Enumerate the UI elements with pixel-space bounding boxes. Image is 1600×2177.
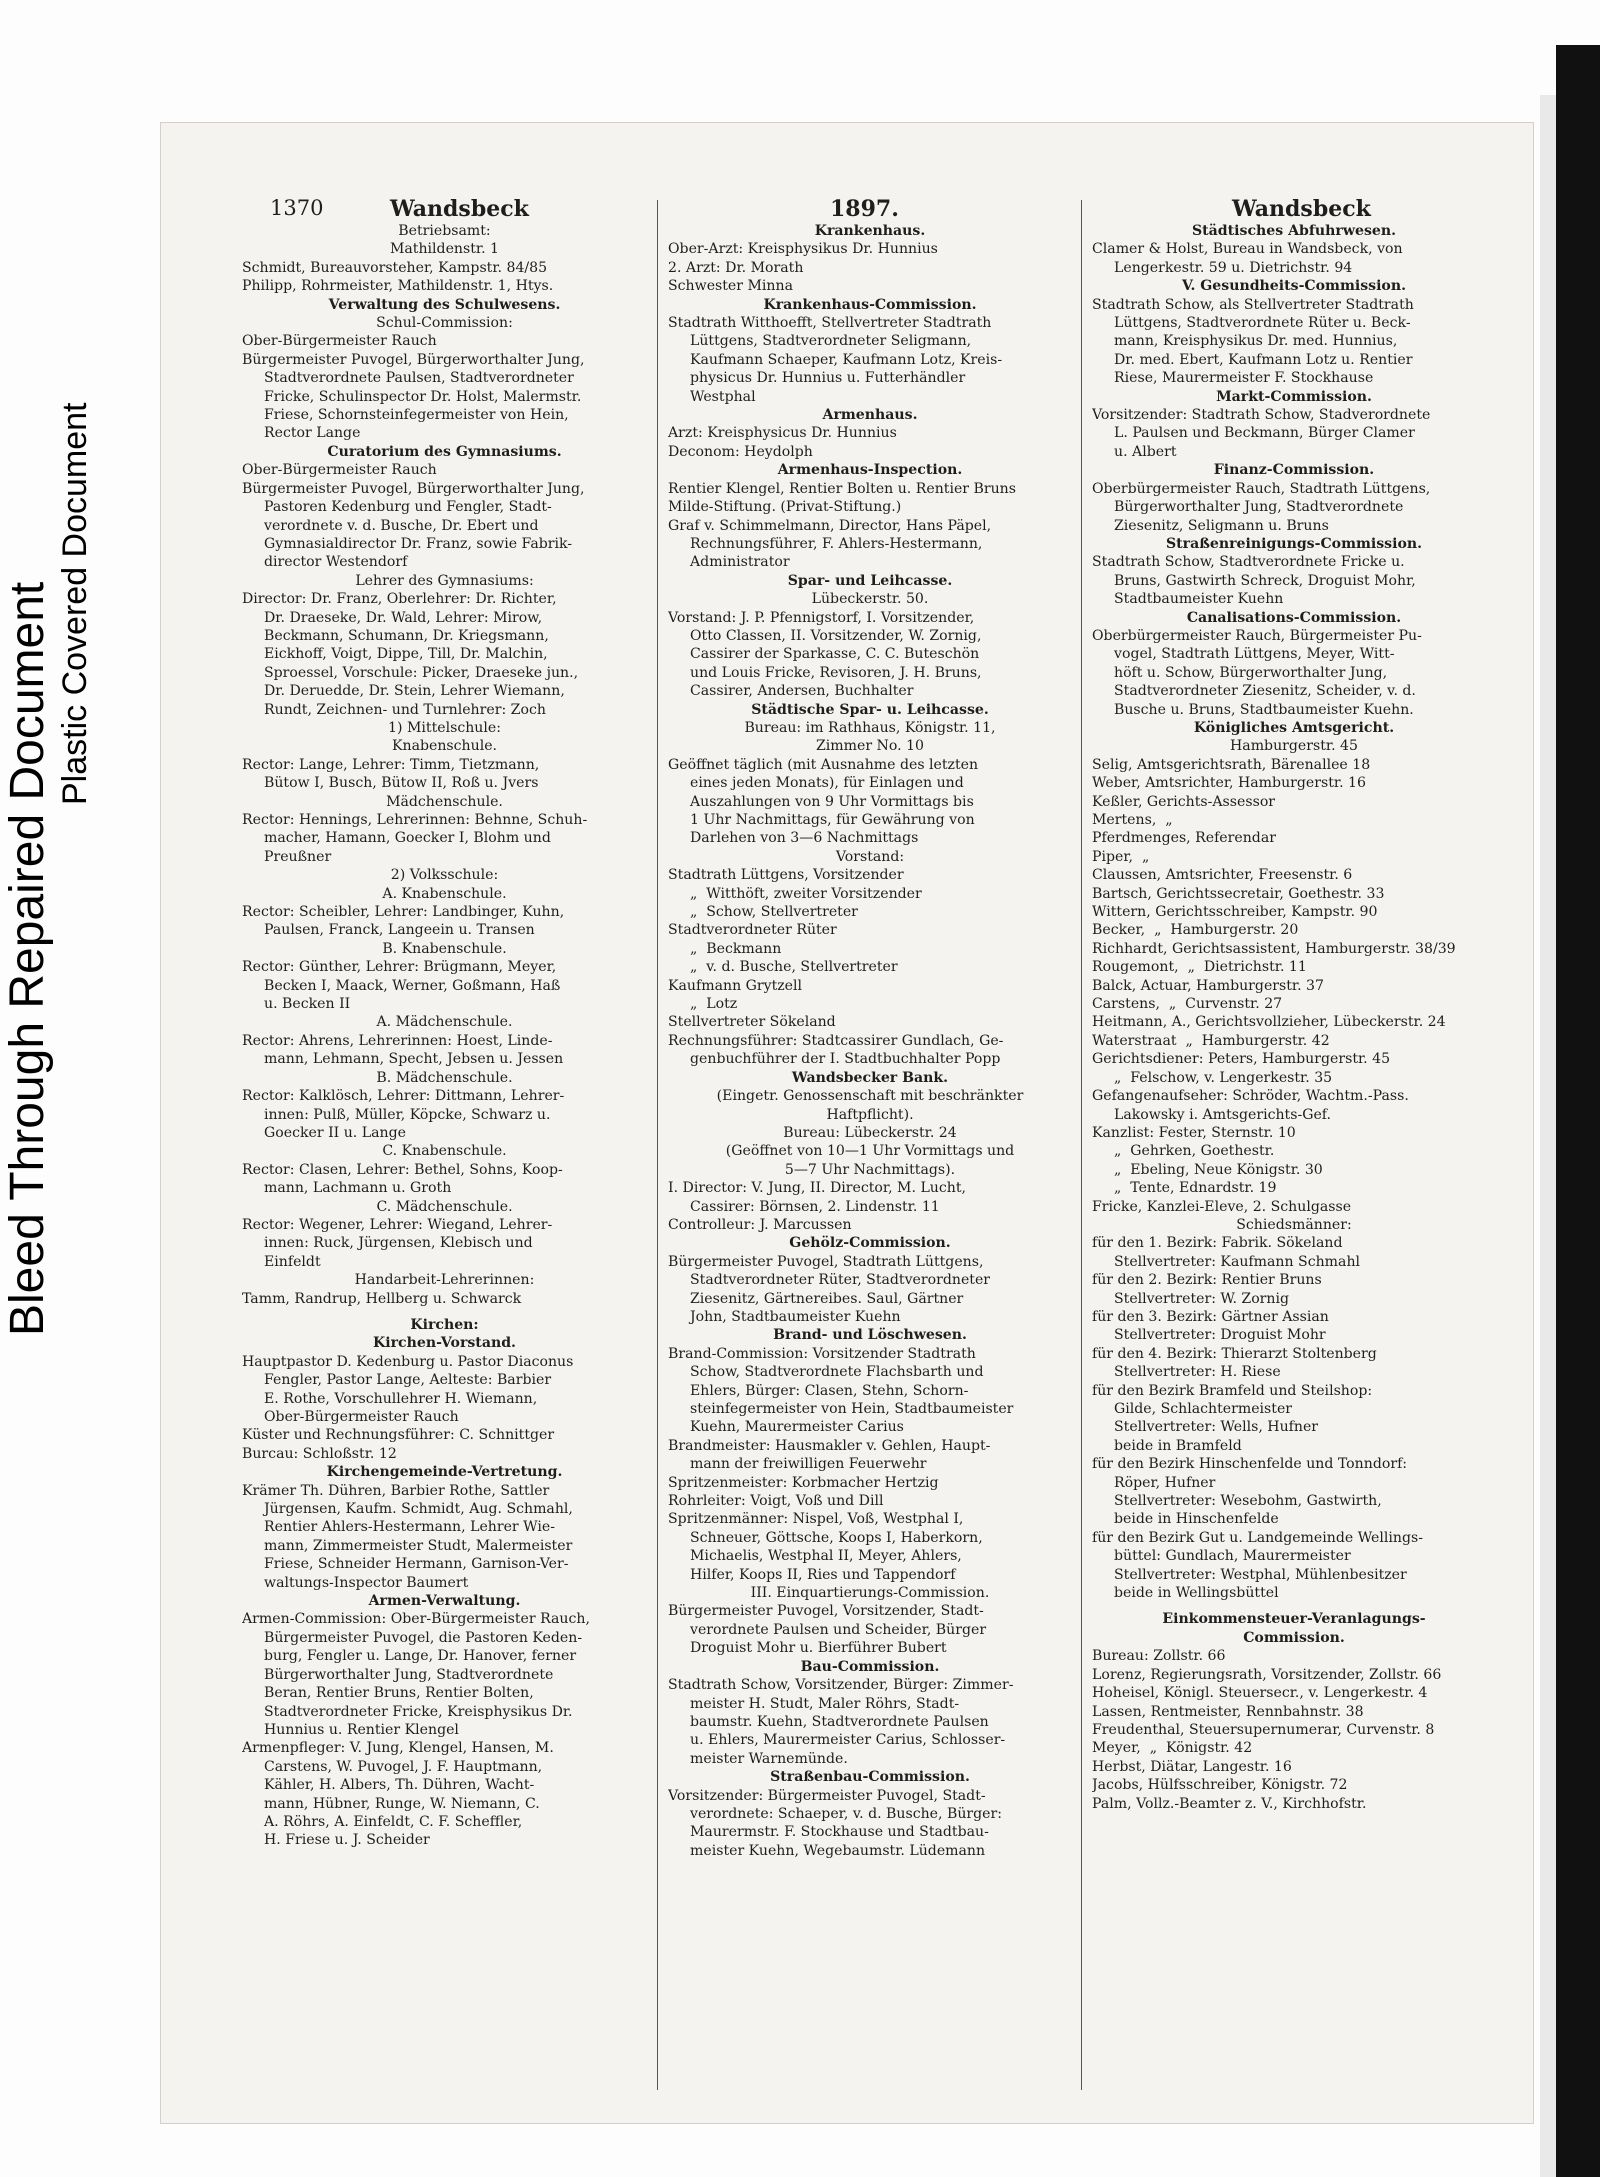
text-line: Schul-Commission: [376, 315, 513, 332]
text-line: Fengler, Pastor Lange, Aelteste: Barbier [264, 1372, 552, 1389]
text-line: Keßler, Gerichts-Assessor [1092, 793, 1276, 810]
text-line: Haftpflicht). [826, 1106, 914, 1123]
section-heading: Curatorium des Gymnasiums. [327, 443, 562, 460]
text-line: Krämer Th. Dühren, Barbier Rothe, Sattler [242, 1482, 550, 1499]
text-line: mann, Zimmermeister Studt, Malermeister [264, 1537, 573, 1554]
text-line: Schwester Minna [668, 278, 793, 295]
text-line: Friese, Schneider Hermann, Garnison-Ver- [264, 1556, 569, 1573]
text-line: A. Mädchenschule. [376, 1014, 513, 1031]
text-line: Gefangenaufseher: Schröder, Wachtm.-Pass. [1092, 1088, 1409, 1105]
text-line: Deconom: Heydolph [668, 443, 813, 460]
text-line: Wittern, Gerichtsschreiber, Kampstr. 90 [1092, 904, 1378, 921]
text-line: Jürgensen, Kaufm. Schmidt, Aug. Schmahl, [264, 1501, 573, 1518]
section-heading: Markt-Commission. [1216, 388, 1372, 405]
section-heading: Armenhaus-Inspection. [777, 462, 963, 479]
text-line: Bureau: im Rathhaus, Königstr. 11, [744, 719, 996, 736]
text-line: Ehlers, Bürger: Clasen, Stehn, Schorn- [690, 1382, 969, 1399]
text-line: macher, Hamann, Goecker I, Blohm und [264, 830, 551, 847]
text-line: Vorstand: [835, 848, 905, 865]
text-line: Lengerkestr. 59 u. Dietrichstr. 94 [1114, 259, 1353, 276]
text-line: Hamburgerstr. 45 [1230, 738, 1358, 755]
text-line: verordnete: Schaeper, v. d. Busche, Bürger: [690, 1805, 1003, 1822]
text-line: Rector: Kalklösch, Lehrer: Dittmann, Lehrer- [242, 1088, 565, 1105]
text-line: Goecker II u. Lange [264, 1124, 406, 1141]
text-line: Philipp, Rohrmeister, Mathildenstr. 1, Htys. [242, 278, 554, 295]
text-line: Gilde, Schlachtermeister [1114, 1401, 1293, 1417]
text-line: für den 4. Bezirk: Thierarzt Stoltenberg [1092, 1345, 1377, 1362]
spacer [1092, 1602, 1496, 1610]
text-line: physicus Dr. Hunnius u. Futterhändler [690, 370, 966, 387]
text-line: für den 3. Bezirk: Gärtner Assian [1092, 1308, 1329, 1325]
text-line: Carstens, W. Puvogel, J. F. Hauptmann, [264, 1758, 543, 1775]
text-line: H. Friese u. J. Scheider [264, 1832, 430, 1849]
text-line: eines jeden Monats), für Einlagen und [690, 775, 964, 792]
text-line: Schow, Stadtverordnete Flachsbarth und [690, 1364, 984, 1381]
text-line: beide in Hinschenfelde [1114, 1511, 1279, 1528]
text-line: Stadtverordneter Rüter [668, 922, 837, 939]
section-heading: Kirchen: [410, 1316, 479, 1333]
text-line: Stadtrath Witthoefft, Stellvertreter Stadtrath [668, 315, 992, 332]
text-line: Rector: Clasen, Lehrer: Bethel, Sohns, Koop- [242, 1161, 563, 1178]
text-line: Hilfer, Koops II, Ries und Tappendorf [690, 1566, 956, 1583]
text-line: Bürgerworthalter Jung, Stadtverordnete [264, 1666, 554, 1683]
text-line: Stellvertreter: W. Zornig [1114, 1290, 1290, 1307]
text-line: Graf v. Schimmelmann, Director, Hans Päpel, [668, 517, 992, 534]
text-line: für den Bezirk Bramfeld und Steilshop: [1092, 1382, 1373, 1399]
text-line: Armenpfleger: V. Jung, Klengel, Hansen, M. [242, 1740, 554, 1757]
text-line: Selig, Amtsgerichtsrath, Bärenallee 18 [1092, 756, 1371, 773]
text-line: Brandmeister: Hausmakler v. Gehlen, Haupt- [668, 1437, 991, 1454]
text-line: meister Kuehn, Wegebaumstr. Lüdemann [690, 1842, 986, 1859]
text-line: Rechnungsführer: Stadtcassirer Gundlach, Ge- [668, 1032, 1004, 1049]
text-line: Tamm, Randrup, Hellberg u. Schwarck [242, 1290, 522, 1307]
cover-label: Plastic Covered Document [56, 402, 94, 805]
text-line: Rentier Klengel, Rentier Bolten u. Rentier Bruns [668, 480, 1016, 497]
text-line: meister Warnemünde. [690, 1750, 848, 1767]
text-line: Armen-Commission: Ober-Bürgermeister Rauch, [242, 1611, 590, 1628]
text-line: „ Lotz [690, 996, 738, 1013]
text-line: Fricke, Kanzlei-Eleve, 2. Schulgasse [1092, 1198, 1352, 1215]
text-line: Ober-Arzt: Kreisphysikus Dr. Hunnius [668, 241, 938, 258]
text-line: Cassirer der Sparkasse, C. C. Buteschön [690, 646, 980, 663]
text-line: innen: Pulß, Müller, Köpcke, Schwarz u. [264, 1106, 551, 1123]
text-line: „ Felschow, v. Lengerkestr. 35 [1114, 1069, 1333, 1086]
text-line: Bürgermeister Puvogel, Bürgerworthalter Jung, [242, 351, 585, 368]
text-line: A. Knabenschule. [382, 885, 507, 902]
running-head-right: Wandsbeck [1232, 196, 1371, 222]
text-line: Ober-Bürgermeister Rauch [264, 1409, 459, 1425]
text-line: Schiedsmänner: [1236, 1216, 1352, 1233]
text-line: büttel: Gundlach, Maurermeister [1114, 1548, 1351, 1565]
spacer [242, 1308, 647, 1316]
text-line: 1 Uhr Nachmittags, für Gewährung von [690, 812, 975, 828]
text-line: für den Bezirk Hinschenfelde und Tonndorf: [1092, 1456, 1408, 1473]
section-heading: Commission. [1243, 1629, 1345, 1646]
section-heading: Kirchengemeinde-Vertretung. [326, 1464, 563, 1481]
text-line: Mathildenstr. 1 [389, 241, 500, 258]
text-line: Preußner [264, 848, 332, 865]
text-line: Bürgermeister Puvogel, Stadtrath Lüttgens, [668, 1253, 984, 1270]
text-line: 5—7 Uhr Nachmittags). [784, 1161, 956, 1178]
text-line: Bureau: Zollstr. 66 [1092, 1648, 1226, 1665]
text-line: Bruns, Gastwirth Schreck, Droguist Mohr, [1114, 572, 1416, 589]
text-line: Dr. Deruedde, Dr. Stein, Lehrer Wiemann, [264, 683, 565, 700]
text-line: Meyer, „ Königstr. 42 [1092, 1740, 1253, 1757]
text-line: Stadtverordneter Ziesenitz, Scheider, v. d. [1114, 683, 1416, 700]
text-line: Eickhoff, Voigt, Dippe, Till, Dr. Malchin, [264, 646, 548, 663]
section-heading: Einkommensteuer-Veranlagungs- [1162, 1611, 1426, 1628]
text-line: Cassirer, Andersen, Buchhalter [690, 683, 914, 700]
text-line: genbuchführer der I. Stadtbuchhalter Popp [690, 1051, 1001, 1068]
text-line: Milde-Stiftung. (Privat-Stiftung.) [668, 499, 902, 516]
text-line: Dr. med. Ebert, Kaufmann Lotz u. Rentier [1114, 351, 1413, 368]
text-line: Stadtverordneter Rüter, Stadtverordneter [690, 1272, 991, 1289]
text-line: „ Witthöft, zweiter Vorsitzender [690, 885, 922, 902]
text-line: Stadtrath Lüttgens, Vorsitzender [668, 867, 904, 884]
text-line: 1) Mittelschule: [388, 719, 501, 736]
text-line: Becker, „ Hamburgerstr. 20 [1092, 922, 1299, 939]
section-heading: Städtische Spar- u. Leihcasse. [751, 701, 989, 718]
text-line: für den 1. Bezirk: Fabrik. Sökeland [1092, 1235, 1343, 1252]
running-head-left: Wandsbeck [390, 196, 529, 222]
text-line: steinfegermeister von Hein, Stadtbaumeister [690, 1401, 1014, 1417]
text-line: Mädchenschule. [386, 793, 503, 810]
text-line: Spritzenmänner: Nispel, Voß, Westphal I, [668, 1511, 964, 1528]
section-heading: Armenhaus. [822, 407, 918, 424]
text-line: Stellvertreter: Westphal, Mühlenbesitzer [1114, 1566, 1407, 1583]
text-line: C. Knabenschule. [382, 1143, 507, 1160]
text-line: Rentier Ahlers-Hestermann, Lehrer Wie- [264, 1519, 556, 1536]
text-line: mann, Hübner, Runge, W. Niemann, C. [264, 1795, 540, 1812]
text-line: 2) Volksschule: [390, 867, 499, 884]
text-line: höft u. Schow, Bürgerworthalter Jung, [1114, 664, 1388, 681]
text-line: Bütow I, Busch, Bütow II, Roß u. Jvers [264, 775, 539, 792]
text-line: Paulsen, Franck, Langeein u. Transen [264, 922, 535, 939]
text-line: Bürgermeister Puvogel, Bürgerworthalter Jung, [242, 480, 585, 497]
text-line: Hauptpastor D. Kedenburg u. Pastor Diaconus [242, 1353, 574, 1370]
text-line: Becken I, Maack, Werner, Goßmann, Haß [264, 977, 561, 994]
text-line: Ziesenitz, Seligmann u. Bruns [1114, 517, 1329, 534]
text-line: Kaufmann Schaeper, Kaufmann Lotz, Kreis- [690, 351, 1003, 368]
text-line: Rohrleiter: Voigt, Voß und Dill [668, 1493, 884, 1510]
text-line: Oberbürgermeister Rauch, Stadtrath Lüttgens, [1092, 480, 1431, 497]
text-line: Ober-Bürgermeister Rauch [242, 462, 437, 479]
text-line: (Eingetr. Genossenschaft mit beschränkter [716, 1088, 1024, 1105]
text-line: Kanzlist: Fester, Sternstr. 10 [1092, 1124, 1296, 1141]
text-line: Lakowsky i. Amtsgerichts-Gef. [1114, 1106, 1332, 1123]
text-line: Beran, Rentier Bruns, Rentier Bolten, [264, 1685, 534, 1702]
text-line: Weber, Amtsrichter, Hamburgerstr. 16 [1092, 775, 1366, 792]
text-line: „ Beckmann [690, 940, 782, 957]
text-line: Rector: Günther, Lehrer: Brügmann, Meyer, [242, 959, 557, 976]
text-line: Bürgermeister Puvogel, die Pastoren Keden- [264, 1629, 583, 1646]
text-line: Einfeldt [264, 1253, 321, 1270]
text-line: Vorsitzender: Stadtrath Schow, Stadverordnete [1092, 407, 1431, 424]
text-line: Schmidt, Bureauvorsteher, Kampstr. 84/85 [242, 259, 548, 276]
text-line: B. Knabenschule. [382, 940, 507, 957]
text-line: I. Director: V. Jung, II. Director, M. Lucht, [668, 1180, 966, 1197]
text-line: Betriebsamt: [398, 223, 491, 239]
column-rule [1081, 200, 1082, 2090]
text-line: Director: Dr. Franz, Oberlehrer: Dr. Richter, [242, 591, 557, 608]
section-heading: Verwaltung des Schulwesens. [328, 296, 561, 313]
text-line: A. Röhrs, A. Einfeldt, C. F. Scheffler, [264, 1813, 523, 1830]
text-line: John, Stadtbaumeister Kuehn [690, 1308, 901, 1325]
text-line: Herbst, Diätar, Langestr. 16 [1092, 1758, 1292, 1775]
text-line: Freudenthal, Steuersupernumerar, Curvenstr. 8 [1092, 1721, 1435, 1738]
text-line: Heitmann, A., Gerichtsvollzieher, Lübeckerstr. 24 [1092, 1014, 1446, 1031]
text-line: Beckmann, Schumann, Dr. Kriegsmann, [264, 627, 549, 644]
text-line: III. Einquartierungs-Commission. [750, 1585, 990, 1602]
text-line: Gymnasialdirector Dr. Franz, sowie Fabrik- [264, 535, 573, 552]
text-line: u. Ehlers, Maurermeister Carius, Schlosser- [690, 1732, 1006, 1749]
text-line: (Geöffnet von 10—1 Uhr Vormittags und [725, 1143, 1015, 1160]
text-line: Rector: Wegener, Lehrer: Wiegand, Lehrer- [242, 1216, 553, 1233]
section-heading: Wandsbecker Bank. [791, 1069, 949, 1086]
text-line: baumstr. Kuehn, Stadtverordnete Paulsen [690, 1713, 989, 1730]
section-heading: Finanz-Commission. [1213, 462, 1375, 479]
column-middle [668, 222, 1072, 1860]
text-line: Geöffnet täglich (mit Ausnahme des letzten [668, 756, 979, 773]
running-head-year: 1897. [830, 196, 899, 222]
text-line: Rechnungsführer, F. Ahlers-Hestermann, [690, 535, 983, 552]
text-line: waltungs-Inspector Baumert [264, 1574, 469, 1591]
text-line: Otto Classen, II. Vorsitzender, W. Zornig, [690, 627, 982, 644]
text-line: Rector Lange [264, 425, 361, 442]
column-left [242, 222, 647, 1850]
text-line: für den Bezirk Gut u. Landgemeinde Wellings- [1092, 1529, 1423, 1546]
section-heading: Brand- und Löschwesen. [773, 1327, 967, 1344]
text-line: burg, Fengler u. Lange, Dr. Hanover, ferner [264, 1648, 577, 1665]
text-line: Lassen, Rentmeister, Rennbahnstr. 38 [1092, 1703, 1364, 1720]
text-line: mann der freiwilligen Feuerwehr [690, 1456, 927, 1473]
text-line: Hunnius u. Rentier Klengel [264, 1721, 459, 1738]
column-rule [657, 200, 658, 2090]
text-line: Mertens, „ [1092, 812, 1173, 828]
text-line: Controlleur: J. Marcussen [668, 1216, 852, 1233]
text-line: director Westendorf [264, 554, 408, 571]
text-line: Richhardt, Gerichtsassistent, Hamburgerstr. 38/39 [1092, 940, 1456, 957]
text-line: Lehrer des Gymnasiums: [355, 572, 534, 589]
text-line: Stadtverordnete Paulsen, Stadtverordneter [264, 370, 574, 387]
section-heading: Canalisations-Commission. [1186, 609, 1402, 626]
side-labels [0, 0, 150, 2177]
text-line: Riese, Maurermeister F. Stockhause [1114, 370, 1374, 387]
text-line: Rector: Scheibler, Lehrer: Landbinger, Kuhn, [242, 904, 565, 921]
text-line: Handarbeit-Lehrerinnen: [354, 1272, 535, 1289]
text-line: Arzt: Kreisphysicus Dr. Hunnius [668, 425, 897, 442]
text-line: u. Becken II [264, 996, 351, 1013]
text-line: verordnete v. d. Busche, Dr. Ebert und [264, 517, 539, 534]
section-heading: V. Gesundheits-Commission. [1181, 278, 1406, 295]
text-line: Kuehn, Maurermeister Carius [690, 1419, 904, 1436]
text-line: Carstens, „ Curvenstr. 27 [1092, 996, 1283, 1013]
section-heading: Straßenbau-Commission. [770, 1769, 970, 1786]
text-line: Waterstraat „ Hamburgerstr. 42 [1092, 1032, 1330, 1049]
text-line: Schneuer, Göttsche, Koops I, Haberkorn, [690, 1529, 983, 1546]
text-line: Rundt, Zeichnen- und Turnlehrer: Zoch [264, 701, 546, 718]
text-line: Oberbürgermeister Rauch, Bürgermeister Pu- [1092, 627, 1422, 644]
text-line: Lüttgens, Stadtverordnete Rüter u. Beck- [1114, 315, 1411, 332]
text-line: Pastoren Kedenburg und Fengler, Stadt- [264, 499, 552, 516]
text-line: Burcau: Schloßstr. 12 [242, 1445, 397, 1462]
section-heading: Gehölz-Commission. [789, 1235, 951, 1252]
text-line: „ Gehrken, Goethestr. [1114, 1143, 1275, 1160]
text-line: mann, Kreisphysikus Dr. med. Hunnius, [1114, 333, 1398, 350]
text-line: Zimmer No. 10 [815, 738, 925, 755]
text-line: Balck, Actuar, Hamburgerstr. 37 [1092, 977, 1324, 994]
section-heading: Städtisches Abfuhrwesen. [1191, 223, 1397, 239]
section-heading: Krankenhaus. [814, 223, 926, 239]
text-line: „ Tente, Ednardstr. 19 [1114, 1180, 1277, 1197]
text-line: Rector: Lange, Lehrer: Timm, Tietzmann, [242, 756, 540, 773]
text-line: Bartsch, Gerichtssecretair, Goethestr. 33 [1092, 885, 1385, 902]
text-line: Stadtbaumeister Kuehn [1114, 591, 1284, 608]
text-line: Rougemont, „ Dietrichstr. 11 [1092, 959, 1307, 976]
text-line: C. Mädchenschule. [376, 1198, 513, 1215]
text-line: Bureau: Lübeckerstr. 24 [783, 1124, 957, 1141]
text-line: Knabenschule. [391, 738, 498, 755]
text-line: Jacobs, Hülfsschreiber, Königstr. 72 [1092, 1777, 1348, 1794]
text-line: Pferdmenges, Referendar [1092, 830, 1276, 847]
text-line: Stellvertreter: Droguist Mohr [1114, 1327, 1326, 1344]
text-line: Spritzenmeister: Korbmacher Hertzig [668, 1474, 939, 1491]
section-heading: Spar- und Leihcasse. [787, 572, 953, 589]
text-line: Administrator [690, 554, 790, 571]
text-line: Stadtrath Schow, Vorsitzender, Bürger: Zimmer- [668, 1677, 1014, 1694]
text-line: Kähler, H. Albers, Th. Dühren, Wacht- [264, 1777, 535, 1794]
text-line: für den 2. Bezirk: Rentier Bruns [1092, 1272, 1322, 1289]
text-line: Sproessel, Vorschule: Picker, Draeseke jun., [264, 664, 579, 681]
text-line: Michaelis, Westphal II, Meyer, Ahlers, [690, 1548, 962, 1565]
text-line: Bürgerworthalter Jung, Stadtverordnete [1114, 499, 1404, 516]
text-line: Ziesenitz, Gärtnereibes. Saul, Gärtner [690, 1290, 964, 1307]
text-line: Gerichtsdiener: Peters, Hamburgerstr. 45 [1092, 1051, 1391, 1068]
page-number: 1370 [270, 196, 324, 220]
text-line: Piper, „ [1092, 848, 1150, 865]
column-right [1092, 222, 1496, 1813]
text-line: Stadtrath Schow, Stadtverordnete Fricke u. [1092, 554, 1405, 571]
section-heading: Armen-Verwaltung. [368, 1593, 521, 1610]
text-line: mann, Lachmann u. Groth [264, 1180, 452, 1197]
text-line: Bürgermeister Puvogel, Vorsitzender, Stadt- [668, 1603, 984, 1620]
page-edge-gap [1540, 95, 1556, 2177]
text-line: Auszahlungen von 9 Uhr Vormittags bis [690, 793, 974, 810]
text-line: Droguist Mohr u. Bierführer Bubert [690, 1640, 947, 1657]
text-line: vogel, Stadtrath Lüttgens, Meyer, Witt- [1114, 646, 1395, 663]
text-line: u. Albert [1114, 443, 1177, 460]
text-line: Vorstand: J. P. Pfennigstorf, I. Vorsitzender, [668, 609, 975, 626]
text-line: mann, Lehmann, Specht, Jebsen u. Jessen [264, 1051, 564, 1068]
text-line: Lüttgens, Stadtverordneter Seligmann, [690, 333, 972, 350]
text-line: Dr. Draeseke, Dr. Wald, Lehrer: Mirow, [264, 609, 543, 626]
text-line: Lübeckerstr. 50. [811, 591, 929, 608]
text-line: 2. Arzt: Dr. Morath [668, 259, 804, 276]
text-line: „ v. d. Busche, Stellvertreter [690, 959, 898, 976]
text-line: Rector: Ahrens, Lehrerinnen: Hoest, Linde- [242, 1032, 553, 1049]
text-line: Stellvertreter Sökeland [668, 1014, 836, 1031]
text-line: Westphal [690, 388, 756, 405]
text-line: Palm, Vollz.-Beamter z. V., Kirchhofstr. [1092, 1795, 1367, 1812]
text-line: Rector: Hennings, Lehrerinnen: Behnne, Schuh- [242, 812, 588, 828]
text-line: Clamer & Holst, Bureau in Wandsbeck, von [1092, 241, 1403, 258]
text-line: Friese, Schornsteinfegermeister von Hein, [264, 407, 569, 424]
text-line: Küster und Rechnungsführer: C. Schnittger [242, 1427, 555, 1444]
text-line: Stadtrath Schow, als Stellvertreter Stadtrath [1092, 296, 1414, 313]
text-line: innen: Ruck, Jürgensen, Klebisch und [264, 1235, 533, 1252]
text-line: Darlehen von 3—6 Nachmittags [690, 830, 919, 847]
text-line: verordnete Paulsen und Scheider, Bürger [690, 1621, 987, 1638]
section-heading: Königliches Amtsgericht. [1193, 719, 1395, 736]
section-heading: Straßenreinigungs-Commission. [1165, 535, 1423, 552]
text-line: Ober-Bürgermeister Rauch [242, 333, 437, 350]
text-line: B. Mädchenschule. [376, 1069, 513, 1086]
dark-scan-edge [1556, 45, 1600, 2177]
text-line: „ Ebeling, Neue Königstr. 30 [1114, 1161, 1323, 1178]
text-line: E. Rothe, Vorschullehrer H. Wiemann, [264, 1390, 538, 1407]
text-line: Stadtverordneter Fricke, Kreisphysikus Dr. [264, 1703, 573, 1720]
text-line: Röper, Hufner [1114, 1474, 1216, 1491]
text-line: Cassirer: Börnsen, 2. Lindenstr. 11 [690, 1198, 940, 1215]
text-line: Hoheisel, Königl. Steuersecr., v. Lengerkestr. 4 [1092, 1685, 1428, 1702]
section-heading: Kirchen-Vorstand. [373, 1335, 516, 1352]
text-line: Fricke, Schulinspector Dr. Holst, Malermstr. [264, 388, 582, 405]
text-line: Stellvertreter: Wells, Hufner [1114, 1419, 1319, 1436]
text-line: und Louis Fricke, Revisoren, J. H. Bruns, [690, 664, 982, 681]
repair-label: Bleed Through Repaired Document [1, 581, 54, 1336]
text-line: Vorsitzender: Bürgermeister Puvogel, Stadt- [668, 1787, 986, 1804]
text-line: Busche u. Bruns, Stadtbaumeister Kuehn. [1114, 701, 1414, 718]
text-line: meister H. Studt, Maler Röhrs, Stadt- [690, 1695, 960, 1712]
text-line: Stellvertreter: H. Riese [1114, 1364, 1281, 1381]
text-line: beide in Wellingsbüttel [1114, 1585, 1279, 1602]
text-line: Stellvertreter: Kaufmann Schmahl [1114, 1253, 1361, 1270]
text-line: L. Paulsen und Beckmann, Bürger Clamer [1114, 425, 1415, 442]
section-heading: Krankenhaus-Commission. [763, 296, 977, 313]
text-line: Kaufmann Grytzell [668, 977, 803, 994]
text-line: Stellvertreter: Wesebohm, Gastwirth, [1114, 1493, 1382, 1510]
text-line: „ Schow, Stellvertreter [690, 904, 858, 921]
text-line: Lorenz, Regierungsrath, Vorsitzender, Zollstr. 66 [1092, 1666, 1442, 1683]
text-line: Claussen, Amtsrichter, Freesenstr. 6 [1092, 867, 1353, 884]
text-line: beide in Bramfeld [1114, 1437, 1242, 1454]
text-line: Brand-Commission: Vorsitzender Stadtrath [668, 1345, 976, 1362]
section-heading: Bau-Commission. [800, 1658, 940, 1675]
text-line: Maurermstr. F. Stockhause und Stadtbau- [690, 1824, 989, 1841]
